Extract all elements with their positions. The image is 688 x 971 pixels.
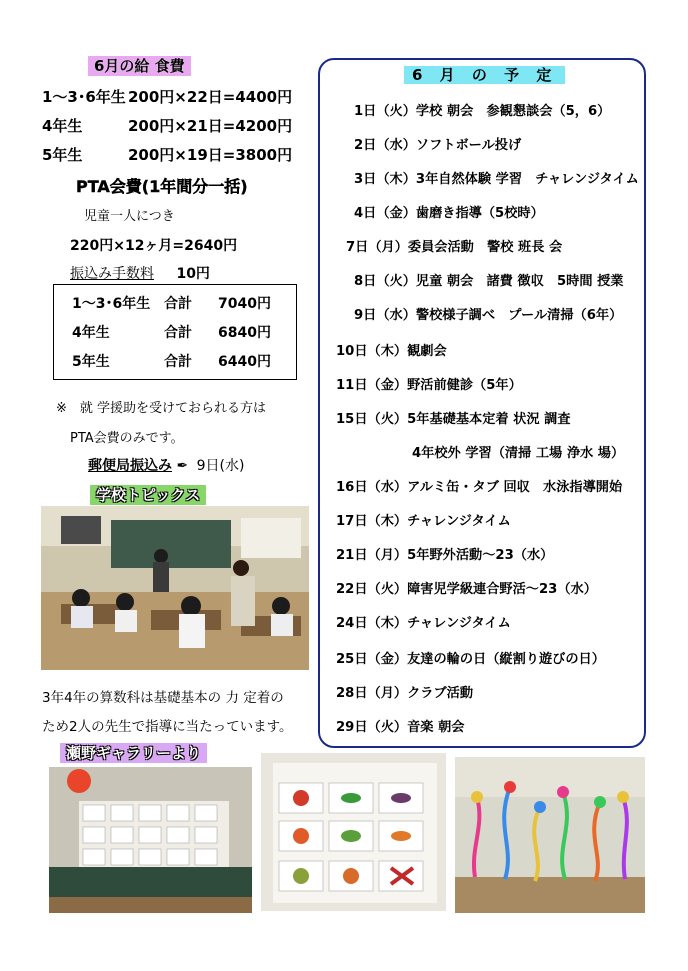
- gallery-title: 瀬野ギャラリーより: [60, 742, 207, 763]
- pta-fee-title: PTA会費(1年間分一括): [76, 177, 248, 196]
- pta-totals-box: [53, 284, 297, 380]
- classroom-photo: [41, 506, 309, 670]
- gallery-photo-1: [49, 767, 252, 913]
- lunch-fee-row: 1〜3･6年生 200円×22日=4400円: [42, 88, 293, 106]
- lunch-fee-row: 4年生 200円×21日=4200円: [42, 117, 293, 135]
- pta-post-office: 郵便局振込み ✒ 9日(水): [88, 458, 245, 474]
- gallery-photo-1-image: [49, 767, 252, 913]
- pta-note-line2: PTA会費のみです。: [70, 431, 184, 446]
- pta-total-row: 5年生 合計 6440円: [72, 354, 271, 370]
- pta-note-line1: ※ 就 学援助を受けておられる方は: [56, 401, 267, 416]
- gallery-photo-3-image: [455, 757, 645, 913]
- schedule-event: 21日（月）5年野外活動〜23（水）: [336, 548, 554, 563]
- schedule-event: 29日（火）音楽 朝会: [336, 720, 465, 735]
- schedule-event: 4日（金）歯磨き指導（5校時）: [354, 206, 544, 221]
- gallery-photo-2: [261, 753, 446, 911]
- schedule-event: 25日（金）友達の輪の日（縦割り遊びの日）: [336, 652, 605, 667]
- pta-total-row: 1〜3･6年生 合計 7040円: [72, 296, 271, 312]
- pta-calc: 220円×12ヶ月=2640円: [70, 238, 238, 254]
- schedule-event: 3日（木）3年自然体験 学習 チャレンジタイム: [354, 172, 639, 187]
- schedule-event: 17日（木）チャレンジタイム: [336, 514, 511, 529]
- schedule-event: 24日（木）チャレンジタイム: [336, 616, 511, 631]
- gallery-photo-2-image: [261, 753, 446, 911]
- topics-caption-line2: ため2人の先生で指導に当たっています。: [42, 719, 293, 735]
- schedule-event: 4年校外 学習（清掃 工場 浄水 場）: [412, 446, 625, 461]
- pen-icon: ✒: [176, 458, 189, 474]
- schedule-event: 1日（火）学校 朝会 参観懇談会（5，6）: [354, 104, 611, 119]
- schedule-event: 22日（火）障害児学級連合野活〜23（水）: [336, 582, 597, 597]
- school-topics-title: 学校トピックス: [90, 484, 206, 505]
- schedule-title: 6 月 の 予 定: [404, 64, 565, 85]
- june-schedule-panel: [318, 58, 646, 748]
- topics-caption-line1: 3年4年の算数科は基礎基本の 力 定着の: [42, 690, 284, 706]
- lunch-fee-title: 6月の給 食費: [88, 55, 191, 76]
- schedule-event: 16日（水）アルミ缶・タブ 回収 水泳指導開始: [336, 480, 623, 495]
- pta-total-row: 4年生 合計 6840円: [72, 325, 271, 341]
- gallery-photo-3: [455, 757, 645, 913]
- schedule-event: 15日（火）5年基礎基本定着 状況 調査: [336, 412, 571, 427]
- lunch-fee-row: 5年生 200円×19日=3800円: [42, 146, 293, 164]
- schedule-event: 28日（月）クラブ活動: [336, 686, 474, 701]
- pta-per-child: 児童一人につき: [84, 209, 175, 224]
- schedule-event: 9日（水）警校様子調べ プール清掃（6年）: [354, 308, 623, 323]
- classroom-photo-image: [41, 506, 309, 670]
- schedule-event: 11日（金）野活前健診（5年）: [336, 378, 522, 393]
- schedule-event: 7日（月）委員会活動 警校 班長 会: [346, 240, 563, 255]
- schedule-event: 8日（火）児童 朝会 諸費 徴収 5時間 授業: [354, 274, 624, 289]
- pta-transfer-fee: 振込み手数料 10円: [70, 266, 210, 282]
- schedule-event: 10日（木）観劇会: [336, 344, 447, 359]
- schedule-event: 2日（水）ソフトボール投げ: [354, 138, 522, 153]
